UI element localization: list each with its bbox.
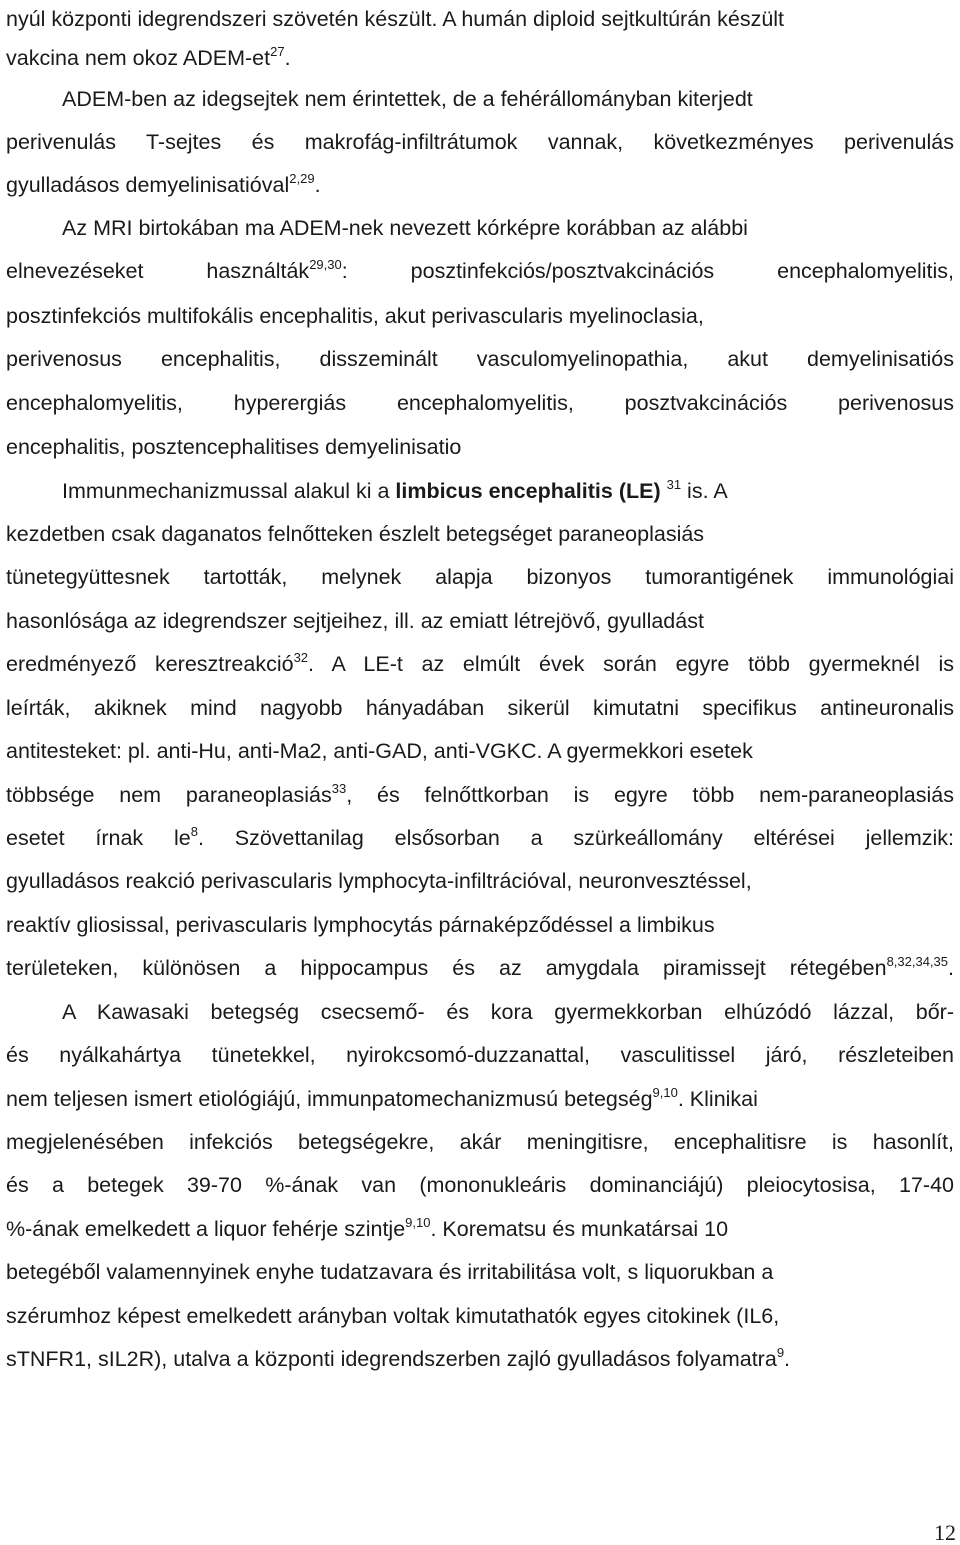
citation-superscript: 2,29 <box>289 171 315 186</box>
text-line <box>6 1259 954 1285</box>
text-run: %-ának emelkedett a liquor fehérje szintje <box>6 1217 406 1241</box>
text-line <box>6 695 954 721</box>
text-run: tünetegyüttesnek tartották, melynek alapja bizonyos tumorantigének immunológiai <box>6 565 954 589</box>
text-line <box>6 258 954 284</box>
text-run: vakcina nem okoz ADEM-et <box>6 46 271 70</box>
text-run: . <box>314 173 321 197</box>
text-run: Immunmechanizmussal alakul ki a <box>62 479 396 503</box>
text-line <box>6 825 954 851</box>
text-line <box>6 521 954 547</box>
citation-superscript: 9,10 <box>652 1085 678 1100</box>
citation-superscript: 8 <box>190 824 198 839</box>
text-run: szérumhoz képest emelkedett arányban voltak kimutathatók egyes citokinek (IL6, <box>6 1304 780 1328</box>
text-run: , és felnőttkorban is egyre több nem-paraneoplasiás <box>346 783 954 807</box>
text-line <box>6 390 954 416</box>
text-run: gyulladásos reakció perivascularis lymphocyta-infiltrációval, neuronvesztéssel, <box>6 869 752 893</box>
text-run: esetet írnak le <box>6 826 191 850</box>
text-run: sTNFR1, sIL2R), utalva a központi idegrendszerben zajló gyulladásos folyamatra <box>6 1347 777 1371</box>
citation-superscript: 9 <box>776 1345 785 1360</box>
text-run: : posztinfekciós/posztvakcinációs encephalomyelitis, <box>341 259 954 283</box>
text-run: megjelenésében infekciós betegségekre, akár meningitisre, encephalitisre is hasonlít, <box>6 1130 954 1154</box>
text-run: . A LE-t az elmúlt évek során egyre több gyermeknél is <box>308 652 954 676</box>
text-line <box>6 1172 954 1198</box>
text-run: leírták, akiknek mind nagyobb hányadában sikerül kimutatni specifikus antineuronalis <box>6 696 954 720</box>
page-number: 12 <box>934 1520 956 1545</box>
text-run: A Kawasaki betegség csecsemő- és kora gyermekkorban elhúzódó lázzal, bőr- <box>62 1000 954 1024</box>
text-run: eredményező keresztreakció <box>6 652 294 676</box>
text-run: hasonlósága az idegrendszer sejtjeihez, ill. az emiatt létrejövő, gyulladást <box>6 609 704 633</box>
text-run: és a betegek 39-70 %-ának van (mononukleáris dominanciájú) pleiocytosisa, 17-40 <box>6 1173 954 1197</box>
text-run: . <box>284 46 291 70</box>
text-line <box>6 912 954 938</box>
text-line <box>62 999 954 1025</box>
text-run: . Szövettanilag elsősorban a szürkeállomány eltérései jellemzik: <box>197 826 955 850</box>
text-run: encephalitis, posztencephalitises demyelinisatio <box>6 435 462 459</box>
text-run: . <box>784 1347 791 1371</box>
text-line <box>6 1303 954 1329</box>
text-run: elnevezéseket használták <box>6 259 310 283</box>
text-line <box>6 303 954 329</box>
text-line <box>6 564 954 590</box>
citation-superscript: 33 <box>331 781 347 796</box>
text-line <box>62 86 954 112</box>
text-line <box>6 45 954 71</box>
text-run: . Korematsu és munkatársai 10 <box>430 1217 729 1241</box>
text-line <box>6 1346 954 1372</box>
text-line <box>6 1042 954 1068</box>
text-line <box>6 346 954 372</box>
text-run: posztinfekciós multifokális encephalitis, akut perivascularis myelinoclasia, <box>6 304 704 328</box>
citation-superscript: 8,32,34,35 <box>886 954 949 969</box>
text-run: . Klinikai <box>677 1087 758 1111</box>
text-run: is. A <box>681 479 728 503</box>
text-line <box>6 1129 954 1155</box>
text-run: perivenosus encephalitis, disszeminált vasculomyelinopathia, akut demyelinisatiós <box>6 347 954 371</box>
citation-superscript: 27 <box>270 44 285 59</box>
text-line <box>6 608 954 634</box>
citation-superscript: 29,30 <box>309 257 342 272</box>
text-run: betegéből valamennyinek enyhe tudatzavara és irritabilitása volt, s liquorukban a <box>6 1260 774 1284</box>
text-run: Az MRI birtokában ma ADEM-nek nevezett kórképre korábban az alábbi <box>62 216 748 240</box>
text-run: kezdetben csak daganatos felnőtteken észlelt betegséget paraneoplasiás <box>6 522 705 546</box>
text-run: területeken, különösen a hippocampus és az amygdala piramissejt rétegében <box>6 956 887 980</box>
text-line <box>62 478 954 504</box>
text-line <box>6 651 954 677</box>
text-run: nyúl központi idegrendszeri szövetén készült. A humán diploid sejtkultúrán készült <box>6 7 785 31</box>
citation-superscript: 31 <box>666 477 682 492</box>
text-line <box>6 782 954 808</box>
text-line <box>6 955 954 981</box>
citation-superscript: 9,10 <box>405 1215 431 1230</box>
citation-superscript: 32 <box>293 650 309 665</box>
text-run: többsége nem paraneoplasiás <box>6 783 332 807</box>
text-run: . <box>948 956 954 980</box>
text-line <box>6 1086 954 1112</box>
text-run: antitesteket: pl. anti-Hu, anti-Ma2, anti-GAD, anti-VGKC. A gyermekkori esetek <box>6 739 753 763</box>
text-run: gyulladásos demyelinisatióval <box>6 173 290 197</box>
text-line <box>62 215 954 241</box>
text-line <box>6 738 954 764</box>
text-line <box>6 434 954 460</box>
text-line <box>6 172 954 198</box>
text-line <box>6 129 954 155</box>
text-run: és nyálkahártya tünetekkel, nyirokcsomó-duzzanattal, vasculitissel járó, részleteiben <box>6 1043 954 1067</box>
text-run: ADEM-ben az idegsejtek nem érintettek, de a fehérállományban kiterjedt <box>62 87 753 111</box>
bold-term: limbicus encephalitis (LE) <box>395 479 661 503</box>
text-run: encephalomyelitis, hyperergiás encephalomyelitis, posztvakcinációs perivenosus <box>6 391 954 415</box>
text-line <box>6 6 954 32</box>
text-run: nem teljesen ismert etiológiájú, immunpatomechanizmusú betegség <box>6 1087 653 1111</box>
text-run: perivenulás T-sejtes és makrofág-infiltrátumok vannak, következményes perivenulás <box>6 130 954 154</box>
text-line <box>6 868 954 894</box>
text-run: reaktív gliosissal, perivascularis lymphocytás párnaképződéssel a limbikus <box>6 913 715 937</box>
text-line <box>6 1216 954 1242</box>
